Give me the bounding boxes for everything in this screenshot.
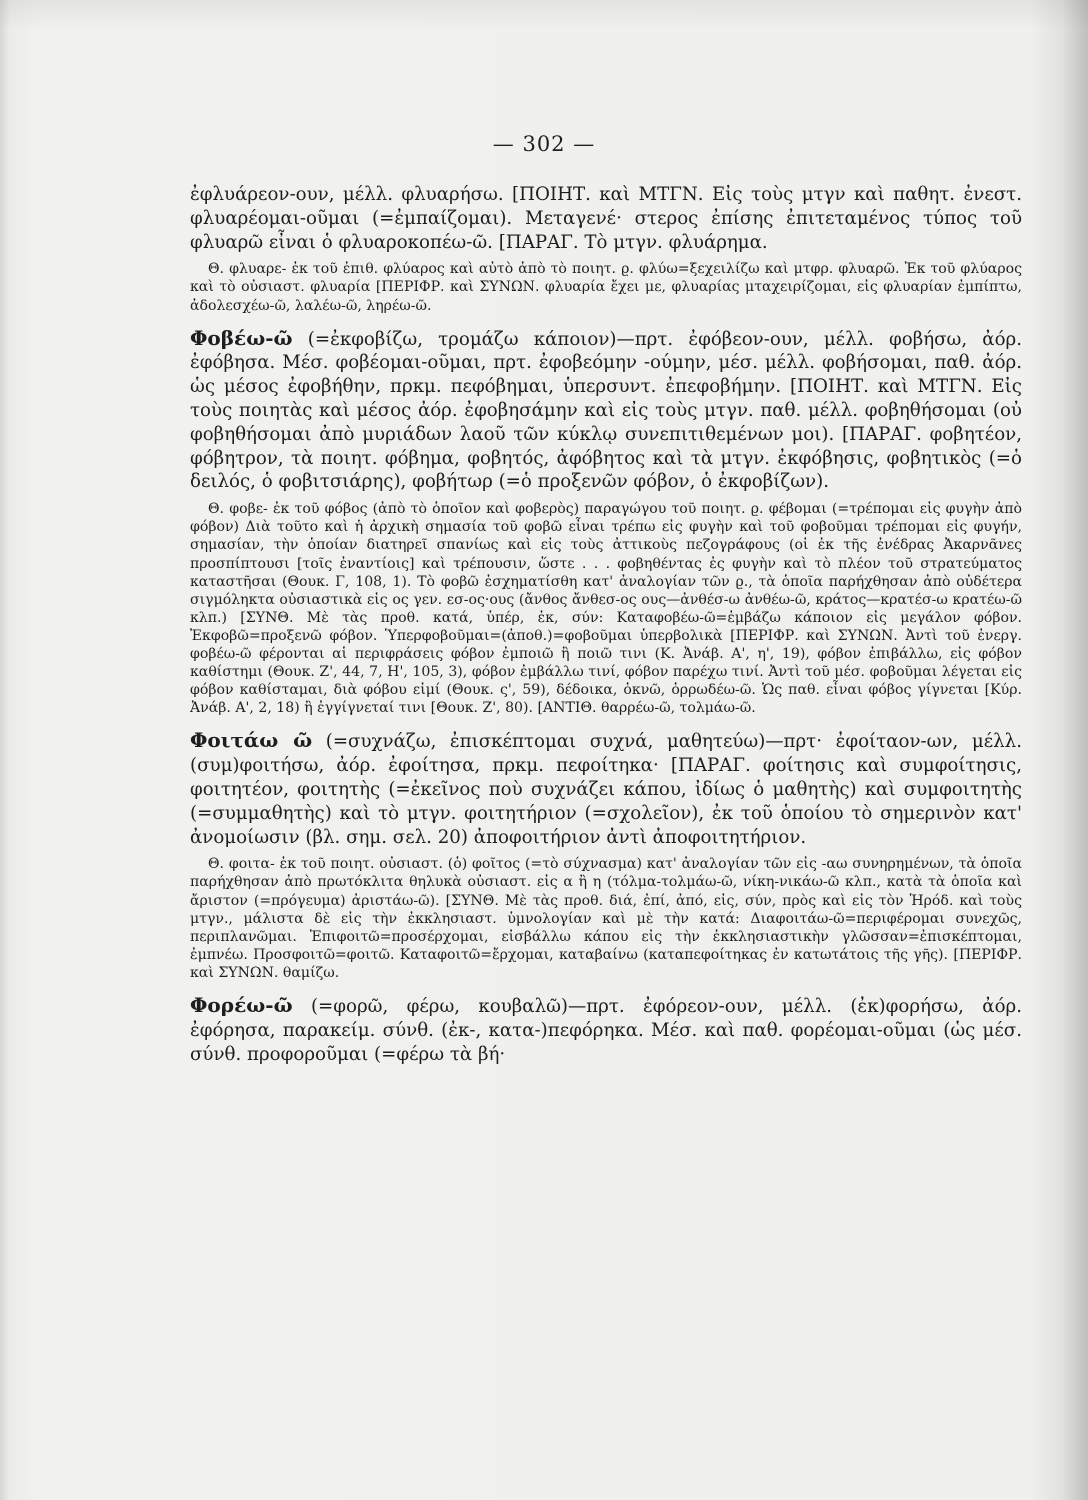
page-top-shadow xyxy=(0,0,1088,30)
entry-foreo xyxy=(190,994,1022,1066)
entry-main-text: (=ἐκφοβίζω, τρομάζω κάποιον)—πρτ. ἐφόβεον-ουν, μέλλ. φοβήσω, ἀόρ. ἐφόβησα. Μέσ. φοβέομαι-οῦμαι, πρτ. ἐφοβεόμην -ούμην, μέσ. μέλλ. φοβήσομαι, παθ. ἀόρ. ὡς μέσος ἐφοβήθην, πρκμ. πεφόβημαι, ὑπερσυντ. ἐπεφοβήμην. [ΠΟΙΗΤ. καὶ ΜΤΓΝ. Εἰς τοὺς ποιητὰς καὶ μέσος ἀόρ. ἐφοβησάμην καὶ εἰς τοὺς μτγν. παθ. μέλλ. φοβηθήσομαι (οὐ φοβηθήσομαι ἀπὸ μυριάδων λαοῦ τῶν κύκλῳ συνεπιτιθεμένων μοι). [ΠΑΡΑΓ. φοβητέον, φόβητρον, τὰ ποιητ. φόβημα, φοβητός, ἀφόβητος καὶ τὰ μτγν. ἐκφόβησις, φοβητικὸς (=ὁ δειλός, ὁ φοβιτσιάρης), φοβήτωρ (=ὁ προξενῶν φόβον, ὁ ἐκφοβίζων). xyxy=(190,328,1022,493)
entry-etymology-note: Θ. φλυαρε- ἐκ τοῦ ἐπιθ. φλύαρος καὶ αὐτὸ ἀπὸ τὸ ποιητ. ϱ. φλύω=ξεχειλίζω καὶ μτφρ. φλυαρῶ. Ἐκ τοῦ φλύαρος καὶ τὸ οὐσιαστ. φλυαρία [ΠΕΡΙΦΡ. καὶ ΣΥΝΩΝ. φλυαρία ἔχει με, φλυαρίας μταχειρίζομαι, εἰς φλυαρίαν ἐμπίπτω, ἀδολεσχέω-ῶ, λαλέω-ῶ, ληρέω-ῶ. xyxy=(190,261,1022,314)
entry-fobeo xyxy=(190,327,1022,718)
page-number: — 302 — xyxy=(492,132,596,156)
entry-etymology-note: Θ. φοβε- ἐκ τοῦ φόβος (ἀπὸ τὸ ὁποῖον καὶ φοβερὸς) παραγώγου τοῦ ποιητ. ϱ. φέβομαι (=τρέπομαι εἰς φυγὴν ἀπὸ φόβον) Διὰ τοῦτο καὶ ἡ ἀρχικὴ σημασία τοῦ φοβῶ εἶναι τρέπω εἰς φυγὴν καὶ τοῦ φοβοῦμαι τρέπομαι εἰς φυγήν, σημασίαν, τὴν ὁποίαν διατηρεῖ σπανίως καὶ εἰς τοὺς ἀττικοὺς πεζογράφους (οἱ ἐκ τῆς ἐνέδρας Ἀκαρνᾶνες προσπίπτουσι [τοῖς ἐναντίοις] καὶ τρέπουσιν, ὥστε . . . φοβηθέντας ἐς φυγὴν καὶ τὸ πλέον τοῦ στρατεύματος καταστῆσαι (Θουκ. Γ, 108, 1). Τὸ φοβῶ ἐσχηματίσθη κατ' ἀναλογίαν τῶν ϱ., τὰ ὁποῖα παρήχθησαν ἀπὸ οὐδέτερα σιγμόληκτα οὐσιαστικὰ εἰς ος γεν. εσ-ος·ους (ἄνθος ἄνθεσ-ος ους—ἀνθέσ-ω ἀνθέω-ῶ, κράτος—κρατέσ-ω κρατέω-ῶ κλπ.) [ΣΥΝΘ. Μὲ τὰς προθ. κατά, ὑπέρ, ἐκ, σύν: Καταφοβέω-ῶ=ἐμβάζω κάποιον εἰς μεγάλον φόβον. Ἐκφοβῶ=προξενῶ φόβον. Ὑπερφοβοῦμαι=(ἀποθ.)=φοβοῦμαι ὑπερβολικὰ [ΠΕΡΙΦΡ. καὶ ΣΥΝΩΝ. Ἀντὶ τοῦ ἐνεργ. φοβέω-ῶ φέρονται αἱ περιφράσεις φόβον ἐμποιῶ ἢ ποιῶ τινι (Κ. Ἀνάβ. Α', η', 19), φόβον ἐπιβάλλω, εἰς φόβον καθίστημι (Θουκ. Ζ', 44, 7, Η', 105, 3), φόβον ἐμβάλλω τινί, φόβον παρέχω τινί. Ἀντὶ τοῦ μέσ. φοβοῦμαι λέγεται εἰς φόβον καθίσταμαι, διὰ φόβου εἰμί (Θουκ. ς', 59), δέδοικα, ὀκνῶ, ὀρρωδέω-ῶ. Ὡς παθ. εἶναι φόβος γίγνεται [Κύρ. Ἀνάβ. Α', 2, 18) ἢ ἐγγίγνεταί τινι [Θουκ. Ζ', 80). [ΑΝΤΙΘ. θαρρέω-ῶ, τολμάω-ῶ. xyxy=(190,501,1022,717)
entry-main-text: (=φορῶ, φέρω, κουβαλῶ)—πρτ. ἐφόρεον-ουν, μέλλ. (ἐκ)φορήσω, ἀόρ. ἐφόρησα, παρακείμ. σύνθ. (ἐκ-, κατα-)πεφόρηκα. Μέσ. καὶ παθ. φορέομαι-οῦμαι (ὡς μέσ. σύνθ. προφοροῦμαι (=φέρω τὰ βή· xyxy=(190,996,1022,1065)
entry-main xyxy=(190,994,1022,1066)
dictionary-text xyxy=(190,183,1022,1066)
headword: Φορέω-ῶ xyxy=(190,993,293,1018)
headword: Φοβέω-ῶ xyxy=(190,325,293,350)
headword: Φοιτάω ῶ xyxy=(190,728,313,753)
entry-main-text: ἐφλυάρεον-ουν, μέλλ. φλυαρήσω. [ΠΟΙΗΤ. καὶ ΜΤΓΝ. Εἰς τοὺς μτγν καὶ παθητ. ἐνεστ. φλυαρέομαι-οῦμαι (=ἐμπαίζομαι). Μεταγενέ· στερος ἐπίσης ἐπιτεταμένος τύπος τοῦ φλυαρῶ εἶναι ὁ φλυαροκοπέω-ῶ. [ΠΑΡΑΓ. Τὸ μτγν. φλυάρημα. xyxy=(190,184,1022,253)
entry-continuation xyxy=(190,183,1022,315)
entry-foitao xyxy=(190,729,1022,982)
entry-main xyxy=(190,729,1022,849)
entry-main xyxy=(190,327,1022,495)
page-binding-shadow xyxy=(1062,0,1088,1500)
entry-main-text: (=συχνάζω, ἐπισκέπτομαι συχνά, μαθητεύω)—πρτ· ἐφοίταον-ων, μέλλ. (συμ)φοιτήσω, ἀόρ. ἐφοίτησα, πρκμ. πεφοίτηκα· [ΠΑΡΑΓ. φοίτησις καὶ συμφοίτησις, φοιτητέον, φοιτητὴς (=ἐκεῖνος ποὺ συχνάζει κάπου, ἰδίως ὁ μαθητὴς) καὶ συμφοιτητὴς (=συμμαθητὴς) καὶ τὸ μτγν. φοιτητήριον (=σχολεῖον), ἐκ τοῦ ὁποίου τὸ σημερινὸν κατ' ἀνομοίωσιν (βλ. σημ. σελ. 20) ἀποφοιτήριον ἀντὶ ἀποφοιτητήριον. xyxy=(190,731,1022,848)
entry-etymology-note: Θ. φοιτα- ἐκ τοῦ ποιητ. οὐσιαστ. (ὁ) φοῖτος (=τὸ σύχνασμα) κατ' ἀναλογίαν τῶν εἰς -αω συνηρημένων, τὰ ὁποῖα παρήχθησαν ἀπὸ πρωτόκλιτα θηλυκὰ οὐσιαστ. εἰς α ἢ η (τόλμα-τολμάω-ῶ, νίκη-νικάω-ῶ κλπ., κατὰ τὰ ὁποῖα καὶ ἄριστον (=πρόγευμα) ἀριστάω-ῶ). [ΣΥΝΘ. Μὲ τὰς προθ. διά, ἐπί, ἀπό, εἰς, σύν, πρὸς καὶ εἰς τὸν Ἡρόδ. καὶ τοὺς μτγν., μάλιστα δὲ εἰς τὴν ἐκκλησιαστ. ὑμνολογίαν καὶ μὲ τὴν κατά: Διαφοιτάω-ῶ=περιφέρομαι συνεχῶς, περιπλανῶμαι. Ἐπιφοιτῶ=προσέρχομαι, εἰσβάλλω κάπου εἰς τὴν ἐκκλησιαστικὴν γλῶσσαν=ἐπισκέπτομαι, ἐμπνέω. Προσφοιτῶ=φοιτῶ. Καταφοιτῶ=ἔρχομαι, καταβαίνω (καταπεφοίτηκας ἐν κατωτάτοις τῆς γῆς). [ΠΕΡΙΦΡ. καὶ ΣΥΝΩΝ. θαμίζω. xyxy=(190,856,1022,981)
